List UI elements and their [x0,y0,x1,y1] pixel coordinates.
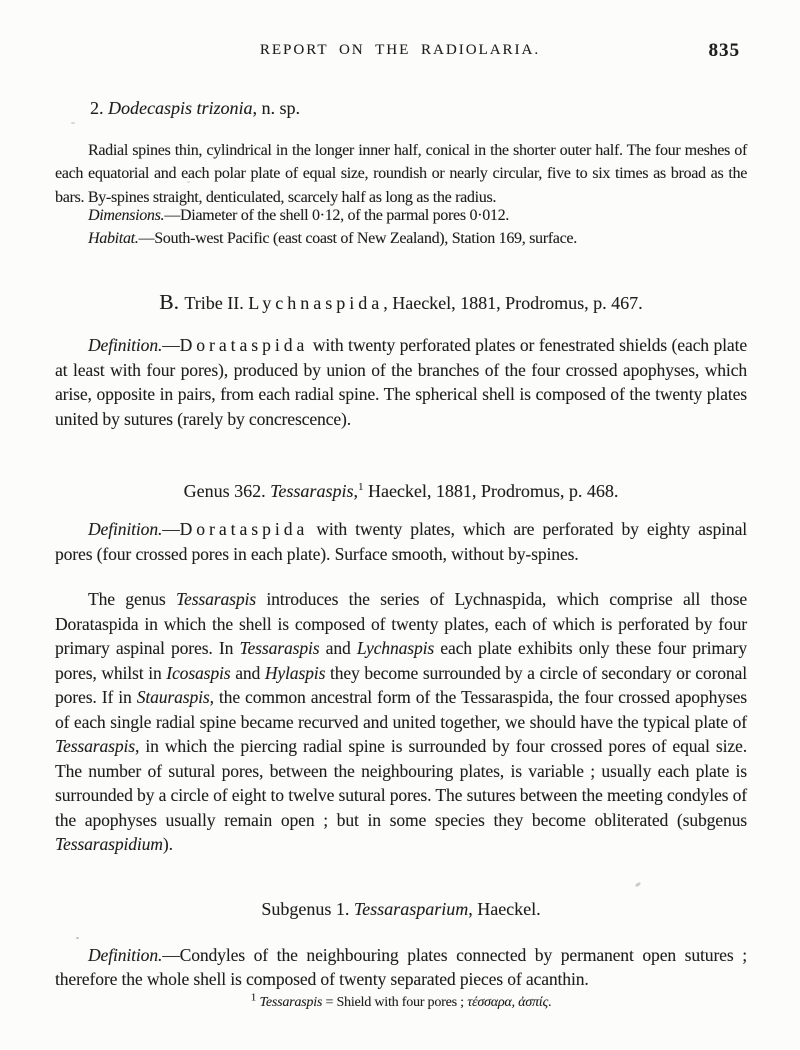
footnote: $^1$ Tessaraspis = Shield with four pores ; τέσσαρα, ἀσπίς. [250,991,552,1010]
tribe-heading: B. Tribe II. Lychnaspida, Haeckel, 1881, Prodromus, p. 467. [159,290,643,314]
running-head-title: REPORT ON THE RADIOLARIA. [259,42,541,58]
species-heading: 2. Dodecaspis trizonia, n. sp. [90,98,301,118]
dimensions-habitat-block [55,204,747,251]
scan-speck [635,882,642,888]
habitat-line: Habitat.—South-west Pacific (east coast of New Zealand), Station 169, surface. [88,230,577,248]
scan-speck [76,937,79,939]
tribe-definition-paragraph: Definition.—Dorataspida with twenty perforated plates or fenestrated shields (each plate at least with four pores), produced by union of the branches of the four crossed apophyses, which arise, opposite in pairs, from each radial spine. The spherical shell is composed of the twenty plates united by sutures (rarely by concrescence). [55,335,747,429]
genus-discussion-paragraph: The genus Tessaraspis introduces the series of Lychnaspida, which comprise all those Dorataspida in which the shell is composed of twenty plates, each of which is perforated by four primary aspinal pores. In Tessaraspis and Lychnaspis each plate exhibits only these four primary pores, whilst in Icosaspis and Hylaspis they become surrounded by a circle of secondary or coronal pores. If in Stauraspis, the common ancestral form of the Tessaraspida, the four crossed apophyses of each single radial spine became recurved and united together, we should have the typical plate of Tessaraspis, in which the piercing radial spine is surrounded by four crossed pores of equal size. The number of sutural pores, between the neighbouring plates, is variable ; usually each plate is surrounded by a circle of eight to twelve sutural pores. The sutures between the meeting condyles of the apophyses usually remain open ; but in some species they become obliterated (subgenus Tessaraspidium). [55,589,747,854]
subgenus-heading: Subgenus 1. Tessarasparium, Haeckel. [261,899,541,919]
scan-speck [71,122,75,124]
genus-definition-paragraph: Definition.—Dorataspida with twenty plates, which are perforated by eighty aspinal pores (four crossed pores in each plate). Surface smooth, without by-spines. [55,519,747,564]
subgenus-definition-paragraph: Definition.—Condyles of the neighbouring plates connected by permanent open sutures ; therefore the whole shell is composed of twenty separated pieces of acanthin. [55,945,747,989]
genus-heading: Genus 362. Tessaraspis,$^1$ Haeckel, 1881, Prodromus, p. 468. [183,481,619,501]
scan-speck [187,181,190,183]
species-description-paragraph: Radial spines thin, cylindrical in the longer inner half, conical in the shorter outer half. The four meshes of each equatorial and each polar plate of equal size, roundish or nearly circular, five to six times as broad as the bars. By-spines straight, denticulated, scarcely half as long as the radius. [55,142,747,206]
page-number: 835 [708,40,740,61]
dimensions-line: Dimensions.—Diameter of the shell 0·12, of the parmal pores 0·012. [88,207,509,224]
